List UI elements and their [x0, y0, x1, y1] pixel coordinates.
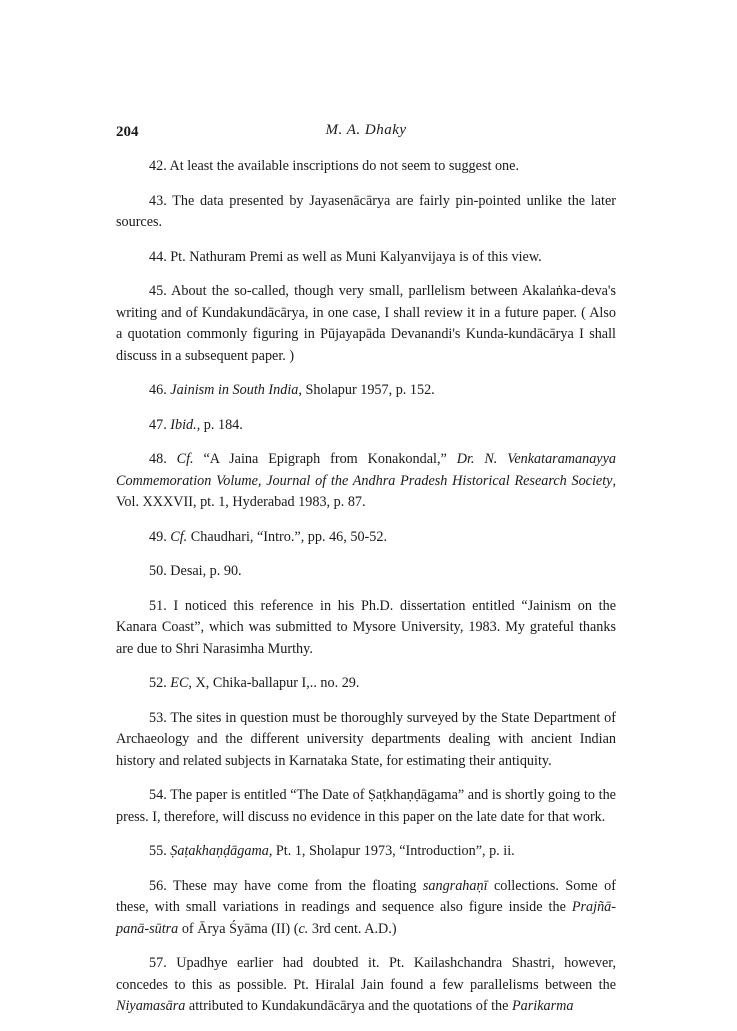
footnote-text: Chaudhari, “Intro.”, pp. 46, 50-52.	[187, 528, 387, 545]
footnote-number: 44.	[149, 248, 167, 265]
footnote-text: The paper is entitled “The Date of Ṣaṭkhaṇḍāgama” and is shortly going to the press. I, therefore, will discuss no evidence in this paper on the late date for that work.	[116, 787, 616, 825]
footnote-number: 51.	[149, 597, 167, 614]
footnote-text: Pt. Nathuram Premi as well as Muni Kalyanvijaya is of this view.	[170, 248, 542, 265]
footnote	[116, 596, 616, 661]
footnote	[116, 785, 616, 828]
footnote-text: The data presented by Jayasenācārya are fairly pin-pointed unlike the later sources.	[116, 192, 617, 230]
footnote-text: Upadhye earlier had doubted it. Pt. Kailashchandra Shastri, however, concedes to this as possible. Pt. Hiralal Jain found a few parallelisms between the	[116, 955, 617, 993]
footnote-text: “A Jaina Epigraph from Konakondal,”	[193, 451, 457, 467]
footnote-italic-text: Ibid.	[170, 416, 197, 433]
footnote-text: , p. 184.	[196, 416, 243, 433]
footnote-text: The sites in question must be thoroughly surveyed by the State Department of Archaeology and the different university departments dealing with ancient Indian history and related subjects in Karnataka State, for estimating their antiquity.	[116, 709, 616, 769]
footnote-italic-text: Ṣaṭakhaṇḍāgama	[170, 843, 269, 859]
footnote-number: 45.	[149, 283, 167, 299]
footnote-number: 46.	[149, 382, 167, 398]
footnote-italic-text: sangrahaṇī	[422, 877, 488, 894]
footnote	[116, 841, 616, 863]
footnote	[116, 281, 616, 367]
footnote-italic-text: Parikarma	[512, 998, 574, 1014]
footnotes-list	[116, 156, 616, 1018]
footnote-italic-text: Cf.	[170, 528, 188, 545]
footnote-number: 52.	[149, 675, 167, 691]
page-number: 204	[116, 124, 139, 140]
footnote-text: At least the available inscriptions do not seem to suggest one.	[169, 158, 519, 174]
footnote	[116, 380, 616, 402]
footnote-number: 56.	[149, 877, 167, 894]
footnote-italic-text: Niyamasāra	[116, 998, 186, 1014]
footnote-number: 47.	[149, 416, 167, 433]
author-name: M. A. Dhaky	[325, 122, 407, 138]
footnote-italic-text: Prajñā-panā-sūtra	[116, 899, 616, 937]
footnote	[116, 673, 616, 695]
footnote-text: Desai, p. 90.	[170, 563, 242, 579]
footnote	[116, 527, 616, 549]
footnote-italic-text: Dr. N. Venkataramanayya Commemoration Volume, Journal of the Andhra Pradesh Historical Research Society	[116, 451, 616, 489]
footnote	[116, 247, 616, 269]
footnote-text: 3rd cent. A.D.)	[308, 920, 397, 937]
footnote-number: 53.	[149, 709, 167, 726]
footnote	[116, 191, 616, 234]
footnote-italic-text: EC	[170, 675, 189, 691]
footnote-number: 43.	[149, 192, 167, 209]
footnote	[116, 876, 616, 941]
footnote-text: collections. Some of these, with small variations in readings and sequence also figure inside the	[116, 877, 616, 915]
footnote-number: 48.	[149, 451, 167, 467]
footnote-text: , X, Chika-ballapur I,.. no. 29.	[188, 675, 360, 691]
footnote-italic-text: c.	[298, 920, 309, 937]
footnote-number: 54.	[149, 787, 167, 803]
footnote-number: 42.	[149, 158, 167, 174]
footnote-text: I noticed this reference in his Ph.D. dissertation entitled “Jainism on the Kanara Coast”, which was submitted to Mysore University, 1983. My grateful thanks are due to Shri Narasimha Murthy.	[116, 597, 617, 657]
footnote-text: , Vol. XXXVII, pt. 1, Hyderabad 1983, p. 87.	[116, 472, 616, 510]
document-page	[116, 122, 616, 1031]
footnote-text: These may have come from the floating	[172, 877, 423, 894]
footnote	[116, 561, 616, 583]
footnote-number: 49.	[149, 528, 167, 545]
footnote-text: attributed to Kundakundācārya and the quotations of the	[185, 998, 512, 1014]
footnote-number: 50.	[149, 563, 167, 579]
footnote-text: , Sholapur 1957, p. 152.	[298, 382, 435, 398]
footnote-italic-text: Cf.	[176, 451, 194, 467]
footnote	[116, 156, 616, 178]
footnote-text: , Pt. 1, Sholapur 1973, “Introduction”, p. ii.	[268, 843, 515, 859]
footnote-text: of Ārya Śyāma (II) (	[178, 920, 299, 937]
footnote	[116, 449, 616, 514]
footnote	[116, 708, 616, 773]
footnote-italic-text: Jainism in South India	[170, 382, 299, 398]
footnote	[116, 953, 616, 1018]
footnote-text: About the so-called, though very small, parllelism between Akalaṅka-deva's writing and of Kundakundācārya, in one case, I shall review it in a future paper. ( Also a quotation commonly figuring in Pūjayapāda Devanandi's Kunda-kundācārya I shall discuss in a subsequent paper. )	[116, 283, 616, 364]
running-head	[116, 122, 616, 150]
footnote-number: 57.	[149, 955, 167, 971]
footnote	[116, 415, 616, 437]
footnote-number: 55.	[149, 843, 167, 859]
